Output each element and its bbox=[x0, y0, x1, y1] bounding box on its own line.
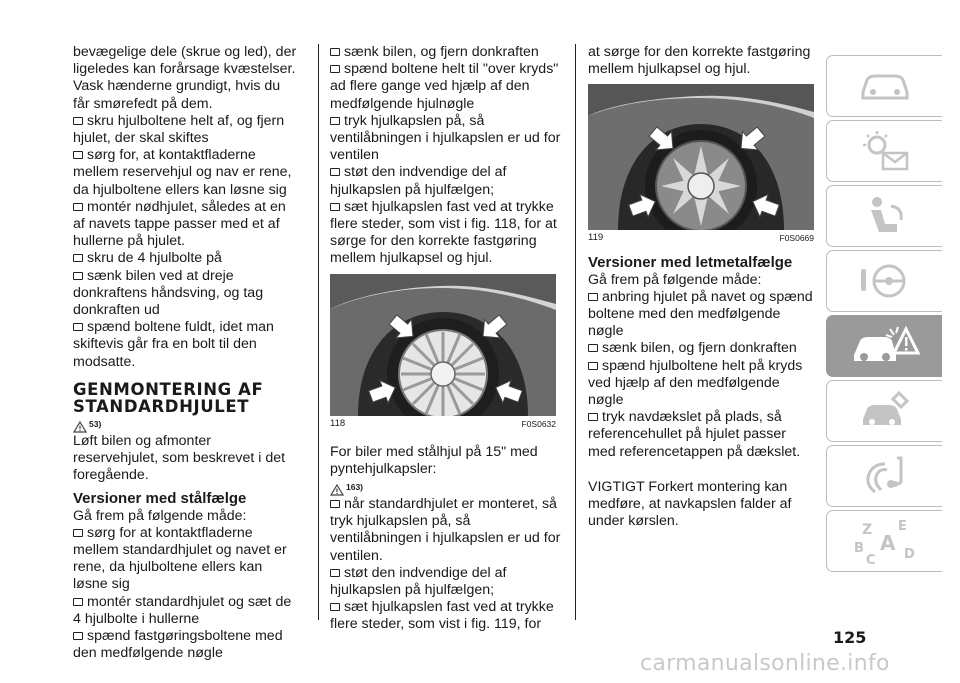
warning-triangle-icon bbox=[330, 484, 344, 496]
bullet-item: tryk hjulkapslen på, så ventilåbningen i hjulkapslen er ud for ventilen bbox=[330, 112, 561, 164]
checkbox-bullet-icon bbox=[73, 529, 83, 537]
tab-maintenance[interactable] bbox=[826, 380, 942, 442]
paragraph: Gå frem på følgende måde: bbox=[588, 271, 762, 288]
checkbox-bullet-icon bbox=[73, 632, 83, 640]
checkbox-bullet-icon bbox=[330, 65, 340, 73]
wheel-hubcap-illustration bbox=[588, 84, 814, 230]
subheading: Versioner med letmetalfælge bbox=[588, 254, 793, 272]
paragraph: at sørge for den korrekte fastgøring mellem hjulkapsel og hjul. bbox=[588, 44, 811, 78]
column-1 bbox=[73, 44, 299, 663]
multimedia-icon bbox=[855, 454, 915, 498]
checkbox-bullet-icon bbox=[330, 117, 340, 125]
bullet-item: sørg for, at kontaktfladerne mellem reservehjul og nav er rene, da hjulboltene ellers kan løsne sig bbox=[73, 147, 292, 198]
bullet-item: sænk bilen ved at dreje donkraftens håndsving, og tag donkraften ud bbox=[73, 267, 264, 319]
checkbox-bullet-icon bbox=[73, 272, 83, 280]
checkbox-bullet-icon bbox=[73, 203, 83, 211]
figure-code: F0S0669 bbox=[779, 233, 814, 244]
column-divider bbox=[318, 44, 319, 620]
bullet-item: sæt hjulkapslen fast ved at trykke flere steder, som vist i fig. 119, for bbox=[330, 599, 554, 633]
warning-reference: 53) bbox=[73, 415, 299, 433]
svg-text:A: A bbox=[879, 531, 895, 555]
checkbox-bullet-icon bbox=[588, 413, 598, 421]
figure-caption bbox=[330, 418, 556, 430]
checkbox-bullet-icon bbox=[73, 323, 83, 331]
tab-safety[interactable] bbox=[826, 185, 942, 247]
section-heading: GENMONTERING AF STANDARDHJULET bbox=[73, 379, 264, 416]
airbag-seat-icon bbox=[855, 194, 915, 238]
bullet-item: spænd boltene helt til "over kryds" ad flere gange ved hjælp af den medfølgende hjulnøgle bbox=[330, 61, 559, 112]
tab-multimedia[interactable] bbox=[826, 445, 942, 507]
warning-lights-icon bbox=[855, 129, 915, 173]
tab-car[interactable] bbox=[826, 55, 942, 117]
bullet-item: støt den indvendige del af hjulkapslen på hjulfælgen; bbox=[330, 164, 507, 198]
paragraph: Løft bilen og afmonter reservehjulet, som beskrevet i det foregående. bbox=[73, 432, 286, 484]
checkbox-bullet-icon bbox=[330, 603, 340, 611]
warning-triangle-icon bbox=[73, 421, 87, 433]
checkbox-bullet-icon bbox=[588, 362, 598, 370]
page-number: 125 bbox=[833, 628, 867, 647]
bullet-item: sæt hjulkapslen fast ved at trykke flere steder, som vist i fig. 118, for at sørge for den korrekte fastgøring mellem hjulkapsel og hjul. bbox=[330, 198, 557, 267]
paragraph: For biler med stålhjul på 15" med pyntehjulkapsler: bbox=[330, 443, 538, 477]
bullet-item: spænd hjulboltene helt på kryds ved hjælp af den medfølgende nøgle bbox=[588, 357, 803, 409]
subheading: Versioner med stålfælge bbox=[73, 490, 247, 508]
checkbox-bullet-icon bbox=[330, 569, 340, 577]
car-service-icon bbox=[855, 389, 915, 433]
checkbox-bullet-icon bbox=[73, 117, 83, 125]
chapter-tabs bbox=[826, 55, 942, 575]
figure-number: 118 bbox=[330, 417, 346, 429]
bullet-item: sænk bilen, og fjern donkraften bbox=[330, 44, 562, 61]
figure-caption bbox=[588, 232, 814, 244]
figure-119 bbox=[588, 84, 814, 230]
checkbox-bullet-icon bbox=[588, 293, 598, 301]
column-divider bbox=[575, 44, 576, 620]
bullet-item: når standardhjulet er monteret, så tryk hjulkapslen på, så ventilåbningen i hjulkapslen er ud for ventilen. bbox=[330, 496, 561, 564]
bullet-item: støt den indvendige del af hjulkapslen på hjulfælgen; bbox=[330, 564, 507, 599]
figure-code: F0S0632 bbox=[521, 418, 556, 429]
breakdown-icon bbox=[850, 323, 920, 369]
bullet-item: spænd fastgøringsboltene med den medfølgende nøgle bbox=[73, 628, 283, 662]
paragraph: Gå frem på følgende måde: bbox=[73, 507, 247, 524]
checkbox-bullet-icon bbox=[330, 168, 340, 176]
column-3 bbox=[588, 44, 816, 530]
wheel-hubcap-illustration bbox=[330, 274, 556, 416]
figure-118 bbox=[330, 274, 556, 416]
checkbox-bullet-icon bbox=[330, 500, 340, 508]
bullet-item: sænk bilen, og fjern donkraften bbox=[588, 340, 816, 357]
svg-text:Z: Z bbox=[861, 522, 872, 538]
car-icon bbox=[855, 66, 915, 106]
tab-index[interactable] bbox=[826, 510, 942, 572]
watermark: carmanualsonline.info bbox=[640, 651, 890, 676]
paragraph: bevægelige dele (skrue og led), der ligeledes kan forårsage kvæstelser. Vask hænderne grundigt, hvis du får smørefedt på dem. bbox=[73, 44, 297, 112]
tab-warning-lights[interactable] bbox=[826, 120, 942, 182]
tab-emergency[interactable] bbox=[826, 315, 942, 377]
tab-driving[interactable] bbox=[826, 250, 942, 312]
bullet-item: montér nødhjulet, således at en af navets tappe passer med et af hullerne på hjulet. bbox=[73, 198, 286, 250]
checkbox-bullet-icon bbox=[330, 203, 340, 211]
svg-text:D: D bbox=[903, 547, 915, 562]
bullet-item: sørg for at kontaktfladerne mellem standardhjulet og navet er rene, da hjulboltene ellers kan løsne sig bbox=[73, 524, 287, 593]
figure-number: 119 bbox=[588, 232, 604, 244]
svg-text:E: E bbox=[897, 519, 907, 534]
bullet-item: skru hjulboltene helt af, og fjern hjulet, der skal skiftes bbox=[73, 112, 285, 147]
bullet-item: montér standardhjulet og sæt de 4 hjulbolte i hullerne bbox=[73, 593, 292, 627]
checkbox-bullet-icon bbox=[73, 598, 83, 606]
bullet-item: tryk navdækslet på plads, så referencehullet på hjulet passer med referencetappen på dækslet. bbox=[588, 409, 801, 460]
warning-reference: 163) bbox=[330, 478, 562, 496]
checkbox-bullet-icon bbox=[73, 254, 83, 262]
bullet-item: spænd boltene fuldt, idet man skiftevis går fra en bolt til den modsatte. bbox=[73, 319, 274, 370]
column-2 bbox=[330, 44, 562, 634]
bullet-item: skru de 4 hjulbolte på bbox=[73, 250, 299, 267]
checkbox-bullet-icon bbox=[73, 151, 83, 159]
bullet-item: anbring hjulet på navet og spænd boltene med den medfølgende nøgle bbox=[588, 288, 813, 340]
checkbox-bullet-icon bbox=[588, 344, 598, 352]
index-icon bbox=[850, 516, 920, 566]
svg-text:B: B bbox=[853, 541, 864, 556]
svg-text:C: C bbox=[865, 553, 876, 566]
steering-wheel-icon bbox=[855, 259, 915, 303]
checkbox-bullet-icon bbox=[330, 48, 340, 56]
note-paragraph: VIGTIGT Forkert montering kan medføre, at navkapslen falder af under kørslen. bbox=[588, 478, 792, 530]
